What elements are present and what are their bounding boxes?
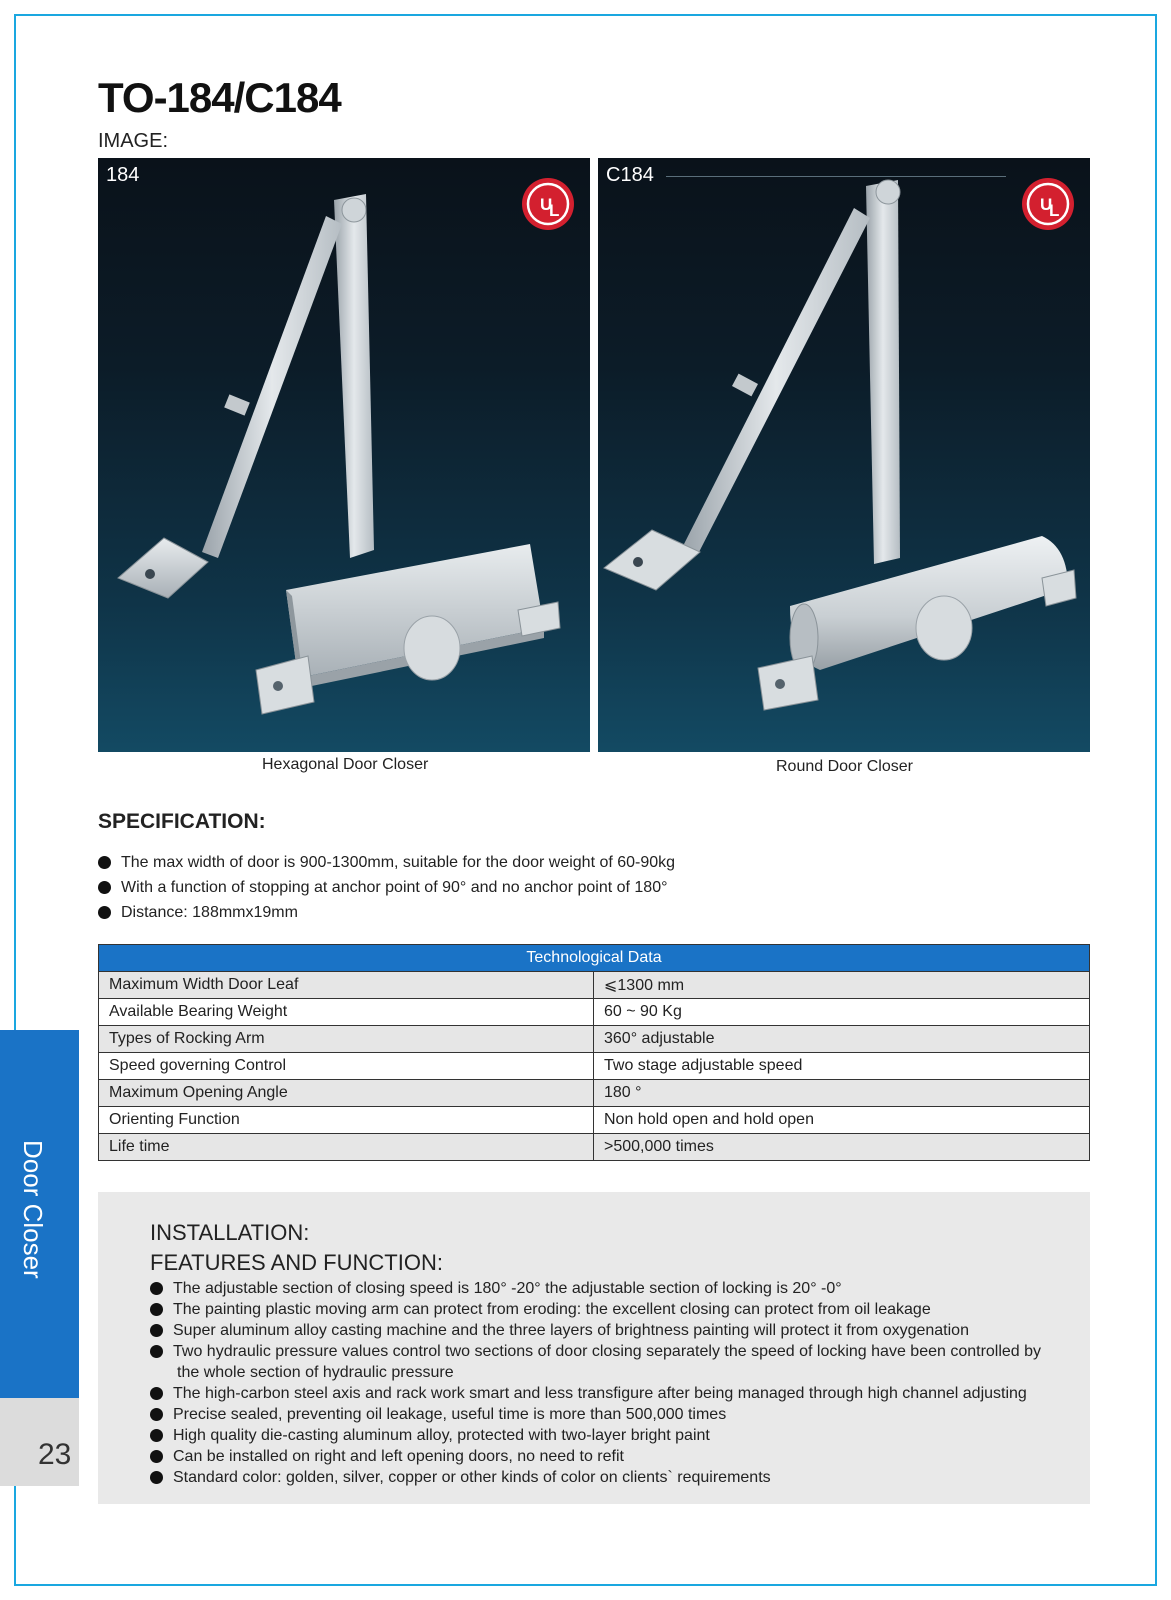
list-item: Precise sealed, preventing oil leakage, useful time is more than 500,000 times bbox=[150, 1404, 1070, 1425]
ul-certification-icon bbox=[1020, 176, 1076, 232]
page-number-tab bbox=[0, 1398, 79, 1486]
table-row: Types of Rocking Arm 360° adjustable bbox=[99, 1026, 1090, 1053]
table-row: Life time >500,000 times bbox=[99, 1134, 1090, 1161]
list-item: Standard color: golden, silver, copper or other kinds of color on clients` requirements bbox=[150, 1467, 1070, 1488]
image-caption-round: Round Door Closer bbox=[776, 758, 913, 775]
list-item: High quality die-casting aluminum alloy, protected with two-layer bright paint bbox=[150, 1425, 1070, 1446]
svg-text:U: U bbox=[540, 195, 553, 214]
bullet-icon bbox=[150, 1345, 163, 1358]
bullet-icon bbox=[98, 906, 111, 919]
round-door-closer-illustration bbox=[598, 158, 1090, 752]
installation-box bbox=[98, 1192, 1090, 1504]
list-item: Distance: 188mmx19mm bbox=[98, 900, 675, 925]
ul-certification-icon bbox=[520, 176, 576, 232]
svg-text:L: L bbox=[1049, 201, 1060, 220]
list-item: With a function of stopping at anchor point of 90° and no anchor point of 180° bbox=[98, 875, 675, 900]
page-number: 23 bbox=[38, 1438, 72, 1471]
bullet-icon bbox=[150, 1324, 163, 1337]
bullet-icon bbox=[150, 1429, 163, 1442]
section-side-tab bbox=[0, 1030, 79, 1398]
hexagonal-door-closer-illustration bbox=[98, 158, 590, 752]
specification-list bbox=[98, 850, 675, 925]
specification-heading: SPECIFICATION: bbox=[98, 810, 266, 833]
table-row: Maximum Width Door Leaf ⩽1300 mm bbox=[99, 972, 1090, 999]
image-tag: C184 bbox=[606, 164, 654, 186]
list-item: The high-carbon steel axis and rack work smart and less transfigure after being managed through high channel adjusting bbox=[150, 1383, 1070, 1404]
table-row: Maximum Opening Angle 180 ° bbox=[99, 1080, 1090, 1107]
list-item: The painting plastic moving arm can protect from eroding: the excellent closing can protect from oil leakage bbox=[150, 1299, 1070, 1320]
image-tag: 184 bbox=[106, 164, 140, 186]
bullet-icon bbox=[150, 1471, 163, 1484]
image-caption-hexagonal: Hexagonal Door Closer bbox=[262, 756, 429, 773]
bullet-icon bbox=[98, 881, 111, 894]
product-image-184 bbox=[98, 158, 590, 752]
features-list bbox=[150, 1278, 1070, 1488]
list-item: The adjustable section of closing speed is 180° -20° the adjustable section of locking is 20° -0° bbox=[150, 1278, 1070, 1299]
technological-data-table bbox=[98, 944, 1090, 1161]
table-header: Technological Data bbox=[99, 945, 1090, 972]
svg-text:L: L bbox=[549, 201, 560, 220]
features-heading: FEATURES AND FUNCTION: bbox=[150, 1250, 443, 1275]
table-row: Speed governing Control Two stage adjustable speed bbox=[99, 1053, 1090, 1080]
list-item: Can be installed on right and left opening doors, no need to refit bbox=[150, 1446, 1070, 1467]
svg-text:U: U bbox=[1040, 195, 1053, 214]
table-row: Orienting Function Non hold open and hold open bbox=[99, 1107, 1090, 1134]
page-title: TO-184/C184 bbox=[98, 74, 341, 121]
list-item: The max width of door is 900-1300mm, suitable for the door weight of 60-90kg bbox=[98, 850, 675, 875]
bullet-icon bbox=[150, 1387, 163, 1400]
product-image-c184 bbox=[598, 158, 1090, 752]
bullet-icon bbox=[98, 856, 111, 869]
table-row: Available Bearing Weight 60 ~ 90 Kg bbox=[99, 999, 1090, 1026]
bullet-icon bbox=[150, 1408, 163, 1421]
bullet-icon bbox=[150, 1303, 163, 1316]
bullet-icon bbox=[150, 1450, 163, 1463]
image-section-label: IMAGE: bbox=[98, 130, 169, 152]
installation-heading: INSTALLATION: bbox=[150, 1220, 310, 1245]
list-item: Two hydraulic pressure values control two sections of door closing separately the speed of locking have been controlled by the whole section of hydraulic pressure bbox=[150, 1341, 1070, 1383]
list-item: Super aluminum alloy casting machine and the three layers of brightness painting will protect it from oxygenation bbox=[150, 1320, 1070, 1341]
section-label: Door Closer bbox=[18, 1140, 48, 1279]
bullet-icon bbox=[150, 1282, 163, 1295]
